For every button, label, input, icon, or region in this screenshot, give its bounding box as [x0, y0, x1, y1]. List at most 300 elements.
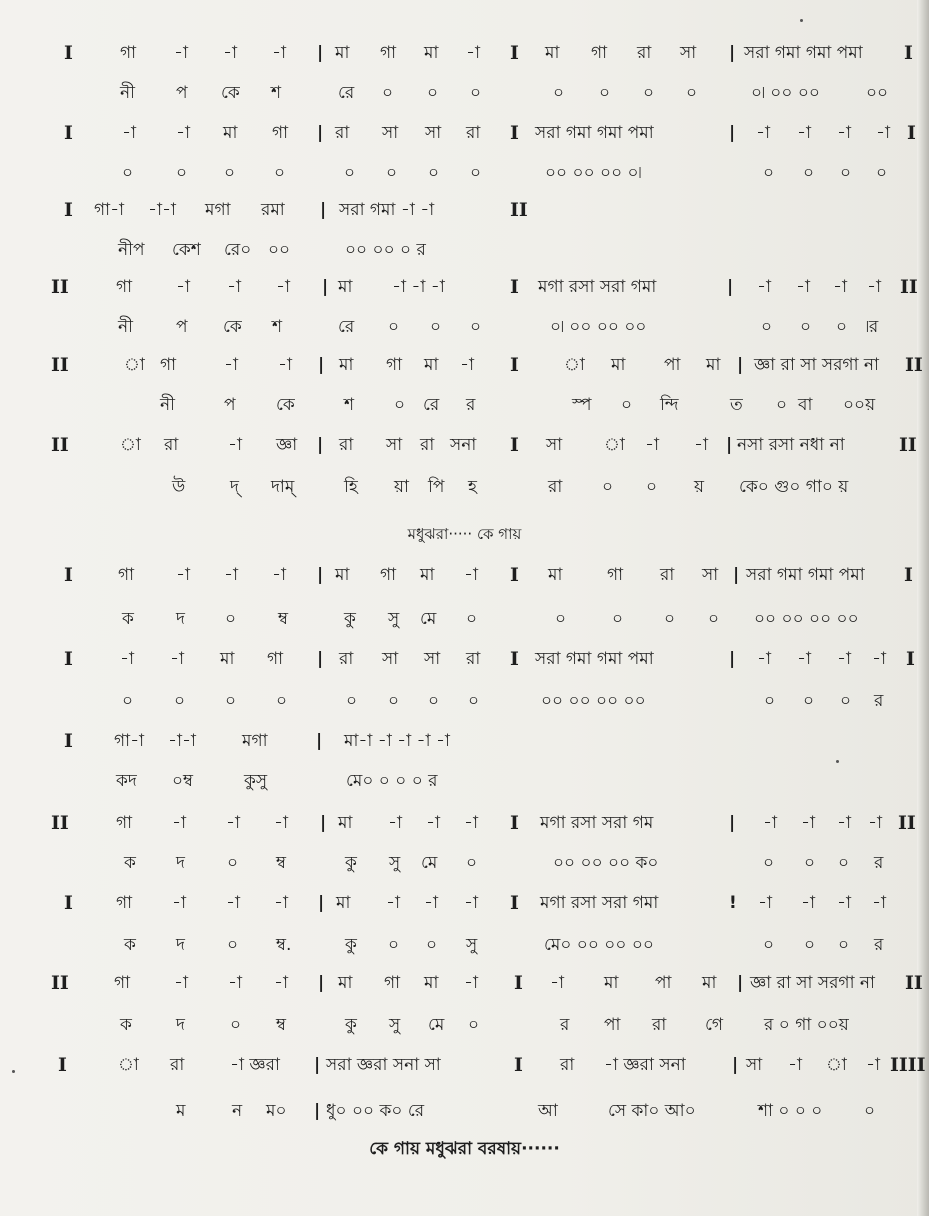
swara-note: জ্ঞা	[276, 435, 298, 455]
swara-row	[0, 886, 929, 920]
section-caption: মধুঝরা····· কে গায়	[407, 525, 522, 543]
swara-note: গা	[380, 565, 397, 585]
lyric-syllable: ০	[764, 691, 776, 711]
lyric-syllable: য়	[694, 477, 705, 497]
swara-note: গা	[386, 355, 403, 375]
swara-note: -া	[797, 649, 811, 669]
lyric-syllable: স্প	[572, 395, 592, 415]
lyric-syllable: ০	[804, 935, 816, 955]
lyric-syllable: ০	[394, 395, 406, 415]
lyric-syllable: র ০ গা ০০য়	[764, 1015, 849, 1035]
swara-note: -া	[797, 123, 811, 143]
swara-note: গা	[267, 649, 284, 669]
lyric-syllable: ০০য়	[843, 395, 876, 415]
lyric-syllable: ০	[346, 691, 358, 711]
lyric-syllable: ০	[122, 691, 134, 711]
swara-note: -া	[460, 355, 474, 375]
swara-note: -া	[466, 43, 480, 63]
lyric-syllable: হ	[468, 477, 477, 497]
lyric-syllable: ০	[553, 83, 565, 103]
swara-note: -া	[274, 893, 288, 913]
lyric-syllable: ম্ব	[278, 609, 289, 629]
swara-row	[0, 724, 929, 758]
lyric-syllable: রা	[548, 477, 563, 497]
swara-note: া	[120, 435, 141, 455]
swara-note: -া	[758, 893, 772, 913]
lyric-syllable: শ	[272, 317, 283, 337]
lyric-syllable: ০	[274, 163, 286, 183]
lyric-syllable: ০	[224, 163, 236, 183]
swara-note: -া	[837, 649, 851, 669]
lyric-syllable: ০	[840, 163, 852, 183]
swara-note: -া	[227, 277, 241, 297]
swara-note: মা	[339, 355, 354, 375]
bar-mark: I	[514, 972, 523, 994]
swara-row	[0, 348, 929, 382]
lyric-syllable: ০০	[866, 83, 889, 103]
lyric-syllable: ০	[840, 691, 852, 711]
lyric-syllable: ০	[388, 935, 400, 955]
bar-mark: I	[510, 892, 519, 914]
lyric-syllable: আ	[538, 1101, 558, 1121]
swara-note: মা	[604, 973, 619, 993]
lyric-syllable: ন্দি	[660, 395, 679, 415]
swara-note: মা	[335, 43, 350, 63]
swara-note: -া	[223, 43, 237, 63]
swara-note: -া	[274, 973, 288, 993]
lyric-row	[0, 310, 929, 344]
lyric-syllable: ধু০ ০০ ক০ রে	[326, 1101, 425, 1121]
swara-note: -া	[386, 893, 400, 913]
lyric-syllable: ০	[763, 163, 775, 183]
lyric-syllable: রে	[423, 395, 440, 415]
swara-row	[0, 428, 929, 462]
lyric-syllable: দ	[176, 853, 185, 873]
bar-line: |	[314, 1101, 321, 1121]
swara-note: -া	[866, 1055, 880, 1075]
lyric-syllable: ০৷ ০০ ০০ ০০	[550, 317, 647, 337]
lyric-syllable: সু	[389, 853, 401, 873]
swara-note: -া	[172, 893, 186, 913]
swara-note: -া-া	[148, 200, 176, 220]
swara-group: -া -া -া	[392, 277, 445, 297]
swara-group: সরা জ্ঞরা সনা সা	[326, 1055, 441, 1075]
lyric-syllable: পি	[428, 477, 445, 497]
lyric-syllable: দ	[176, 1015, 185, 1035]
lyric-syllable: কে	[276, 395, 295, 415]
lyric-row	[0, 764, 929, 798]
swara-note: -া	[224, 355, 238, 375]
lyric-syllable: নী	[160, 395, 176, 415]
lyric-syllable: ০	[122, 163, 134, 183]
lyric-syllable: ০	[470, 317, 482, 337]
bar-mark: I	[64, 730, 73, 752]
bar-mark: I	[64, 892, 73, 914]
lyric-syllable: ক	[124, 853, 136, 873]
lyric-row	[0, 602, 929, 636]
swara-row	[0, 1048, 929, 1082]
lyric-syllable: ০	[763, 853, 775, 873]
lyric-syllable: নী	[118, 317, 134, 337]
swara-note: মা	[338, 813, 353, 833]
bar-line: |	[727, 277, 734, 297]
lyric-syllable: কদ	[116, 771, 137, 791]
lyric-syllable: ০	[708, 609, 720, 629]
swara-note: -া	[170, 649, 184, 669]
swara-note: -া-া	[168, 731, 196, 751]
swara-note: মা	[338, 277, 353, 297]
bar-line: |	[316, 731, 323, 751]
swara-note: মা	[548, 565, 563, 585]
lyric-syllable: ০	[761, 317, 773, 337]
swara-note: রা	[164, 435, 179, 455]
swara-note: গা-া	[94, 200, 125, 220]
swara-group: জ্ঞা রা সা সরগা না	[754, 355, 879, 375]
lyric-syllable: ম্ব.	[276, 935, 292, 955]
lyric-syllable: ০	[876, 163, 888, 183]
lyric-row	[0, 470, 929, 504]
lyric-syllable: ০	[174, 691, 186, 711]
swara-note: মা	[545, 43, 560, 63]
bar-line: |	[318, 355, 325, 375]
swara-note: -া	[872, 893, 886, 913]
swara-note: -া	[788, 1055, 802, 1075]
lyric-syllable: ০	[470, 83, 482, 103]
lyric-syllable: ০	[427, 83, 439, 103]
swara-note: গা	[118, 565, 135, 585]
lyric-syllable: উ	[172, 477, 186, 497]
swara-note: মা	[424, 355, 439, 375]
lyric-syllable: ০	[466, 609, 478, 629]
swara-note: গা	[591, 43, 608, 63]
swara-note: া	[124, 355, 145, 375]
lyric-syllable: রে	[338, 317, 355, 337]
lyric-syllable: সে কা০ আ০	[608, 1101, 696, 1121]
lyric-syllable: শ	[271, 83, 282, 103]
swara-note: -া	[176, 123, 190, 143]
bar-mark: II	[51, 812, 69, 834]
lyric-syllable: কু	[344, 609, 356, 629]
lyric-syllable: রা	[652, 1015, 667, 1035]
lyric-syllable: ত	[730, 395, 743, 415]
lyric-syllable: কু	[345, 1015, 357, 1035]
swara-note: মগা	[205, 200, 231, 220]
lyric-syllable: ০	[386, 163, 398, 183]
lyric-syllable: ০	[227, 853, 239, 873]
swara-note: -া	[426, 813, 440, 833]
swara-row	[0, 806, 929, 840]
lyric-syllable: মে	[420, 609, 437, 629]
bar-mark: II	[898, 812, 916, 834]
swara-group: -া জ্ঞরা সনা	[604, 1055, 686, 1075]
bar-mark: II	[51, 276, 69, 298]
swara-note: -া	[122, 123, 136, 143]
swara-note: -া	[872, 649, 886, 669]
bar-mark: I	[510, 354, 519, 376]
lyric-syllable: ০৷ ০০ ০০	[751, 83, 820, 103]
swara-note: -া	[272, 43, 286, 63]
swara-note: গা	[116, 813, 133, 833]
swara-note: -া	[174, 973, 188, 993]
swara-note: সা	[680, 43, 697, 63]
swara-note: -া	[464, 565, 478, 585]
lyric-syllable: গে	[705, 1015, 724, 1035]
lyric-syllable: মে	[428, 1015, 445, 1035]
swara-note: -া	[176, 277, 190, 297]
swara-row	[0, 116, 929, 150]
lyric-syllable: কুসু	[244, 771, 268, 791]
swara-group: সরা গমা গমা পমা	[746, 565, 865, 585]
swara-note: মগা	[242, 731, 268, 751]
bar-mark: II	[51, 972, 69, 994]
lyric-syllable: বা	[798, 395, 813, 415]
lyric-row	[0, 1008, 929, 1042]
lyric-syllable: ০	[382, 83, 394, 103]
lyric-syllable: ম্ব	[276, 1015, 287, 1035]
lyric-syllable: ০	[426, 935, 438, 955]
bar-mark: I	[904, 564, 913, 586]
swara-note: া	[604, 435, 625, 455]
swara-note: -া	[876, 123, 890, 143]
swara-group: সরা গমা গমা পমা	[744, 43, 863, 63]
swara-note: সা	[382, 123, 399, 143]
bar-mark: I	[58, 1054, 67, 1076]
swara-note: -া	[801, 893, 815, 913]
bar-line: |	[314, 1055, 321, 1075]
lyric-syllable: ০	[468, 1015, 480, 1035]
swara-row	[0, 642, 929, 676]
lyric-syllable: ০	[276, 691, 288, 711]
lyric-syllable: ম০	[266, 1101, 287, 1121]
bar-line: |	[733, 565, 740, 585]
swara-note: সা	[382, 649, 399, 669]
swara-note: -া	[694, 435, 708, 455]
lyric-syllable: ০	[555, 609, 567, 629]
swara-note: -া	[278, 355, 292, 375]
swara-note: -া	[228, 435, 242, 455]
swara-note: সা	[546, 435, 563, 455]
swara-note: -া	[833, 277, 847, 297]
lyric-syllable: র	[466, 395, 476, 415]
bar-mark: I	[906, 648, 915, 670]
bar-line: |	[737, 973, 744, 993]
swara-note: া	[564, 355, 585, 375]
lyric-syllable: ০০ ০০ ০০ ০০	[754, 609, 859, 629]
bar-mark: II	[905, 354, 923, 376]
lyric-syllable: ০	[664, 609, 676, 629]
bar-line: |	[732, 1055, 739, 1075]
lyric-syllable: প	[224, 395, 236, 415]
swara-note: রা	[560, 1055, 575, 1075]
bar-mark: I	[64, 648, 73, 670]
lyric-syllable: মে০ ০ ০ ০ র	[346, 771, 438, 791]
bar-line: |	[317, 649, 324, 669]
song-footer: কে গায় মধুঝরা বরষায়······	[369, 1139, 560, 1159]
swara-note: মা	[702, 973, 717, 993]
lyric-row	[0, 928, 929, 962]
lyric-row	[0, 684, 929, 718]
lyric-syllable: ০	[388, 691, 400, 711]
lyric-row	[0, 388, 929, 422]
lyric-syllable: ন	[232, 1101, 243, 1121]
bar-line: |	[729, 123, 736, 143]
lyric-syllable: শ	[344, 395, 355, 415]
bar-mark: I	[64, 564, 73, 586]
lyric-syllable: শা ০ ০ ০	[758, 1101, 823, 1121]
bar-mark: II	[510, 199, 528, 221]
swara-note: -া	[757, 277, 771, 297]
swara-note: মা	[338, 973, 353, 993]
swara-row	[0, 966, 929, 1000]
swara-note: সা	[386, 435, 403, 455]
swara-note: গা	[120, 43, 137, 63]
swara-note: -া	[868, 813, 882, 833]
swara-note: -া	[224, 565, 238, 585]
bar-mark: I	[510, 42, 519, 64]
bar-line: |	[726, 435, 733, 455]
swara-note: রা	[420, 435, 435, 455]
lyric-syllable: ০	[836, 317, 848, 337]
lyric-syllable: র	[560, 1015, 570, 1035]
lyric-syllable: ০	[643, 83, 655, 103]
swara-note: -া	[276, 277, 290, 297]
lyric-syllable: ০	[468, 691, 480, 711]
swara-group: মগা রসা সরা গমা	[540, 893, 659, 913]
swara-note: গা	[384, 973, 401, 993]
lyric-syllable: ০	[227, 935, 239, 955]
swara-note: -া	[226, 893, 240, 913]
lyric-row	[0, 846, 929, 880]
lyric-syllable: ০০ ০০ ০০ ০৷	[545, 163, 642, 183]
swara-note: গা	[380, 43, 397, 63]
bar-line: |	[320, 200, 327, 220]
swara-note: -া	[837, 813, 851, 833]
lyric-row	[0, 76, 929, 110]
lyric-syllable: ০০ ০০ ০০ ক০	[553, 853, 659, 873]
swara-group: মগা রসা সরা গমা	[538, 277, 657, 297]
lyric-syllable: ০	[344, 163, 356, 183]
lyric-syllable: মে০ ০০ ০০ ০০	[544, 935, 654, 955]
bar-mark: I	[904, 42, 913, 64]
swara-note: া	[826, 1055, 847, 1075]
lyric-syllable: ০	[646, 477, 658, 497]
swara-note: রা	[660, 565, 675, 585]
lyric-syllable: নী	[120, 83, 136, 103]
swara-row	[0, 558, 929, 592]
swara-note: রা	[637, 43, 652, 63]
lyric-syllable: ০	[599, 83, 611, 103]
swara-note: -া	[757, 649, 771, 669]
lyric-syllable: ০	[686, 83, 698, 103]
swara-note: সা	[424, 649, 441, 669]
lyric-row	[0, 233, 929, 267]
swara-group: সরা গমা গমা পমা	[535, 649, 654, 669]
swara-group: সরা গমা -া -া	[339, 200, 435, 220]
bar-mark: I	[907, 122, 916, 144]
swara-note: মা	[335, 565, 350, 585]
lyric-syllable: কে	[221, 83, 240, 103]
lyric-syllable: রে০	[224, 240, 252, 260]
swara-note: পা	[655, 973, 672, 993]
lyric-syllable: কে	[223, 317, 242, 337]
lyric-syllable: দাম্‌	[271, 477, 295, 497]
swara-note: -া	[424, 893, 438, 913]
swara-note: গা	[160, 355, 177, 375]
swara-row	[0, 36, 929, 70]
lyric-syllable: র	[874, 935, 884, 955]
swara-note: -া	[796, 277, 810, 297]
bar-line: !	[729, 893, 737, 913]
swara-row	[0, 270, 929, 304]
swara-group: মা-া -া -া -া -া	[344, 731, 450, 751]
swara-note: -া	[274, 813, 288, 833]
lyric-syllable: ০	[776, 395, 788, 415]
swara-note: সনা	[450, 435, 477, 455]
lyric-syllable: ম	[176, 1101, 186, 1121]
lyric-syllable: ০	[428, 163, 440, 183]
bar-line: |	[737, 355, 744, 375]
lyric-syllable: সু	[389, 1015, 401, 1035]
bar-mark: I	[510, 812, 519, 834]
lyric-syllable: ০	[838, 853, 850, 873]
swara-note: মা	[611, 355, 626, 375]
swara-note: মা	[424, 973, 439, 993]
swara-note: গা-া	[114, 731, 145, 751]
lyric-syllable: প	[176, 83, 188, 103]
swara-note: -া	[756, 123, 770, 143]
bar-mark: I	[510, 564, 519, 586]
bar-line: |	[317, 565, 324, 585]
swara-note: পা	[664, 355, 681, 375]
swara-note: রা	[335, 123, 350, 143]
swara-note: মা	[223, 123, 238, 143]
swara-note: মা	[220, 649, 235, 669]
swara-group: মগা রসা সরা গম	[540, 813, 654, 833]
swara-note: -া	[464, 813, 478, 833]
lyric-syllable: সু	[388, 609, 400, 629]
swara-group: নসা রসা নধা না	[737, 435, 845, 455]
swara-note: গা	[272, 123, 289, 143]
lyric-syllable: ক	[122, 609, 134, 629]
swara-note: রা	[339, 649, 354, 669]
bar-mark: II	[900, 276, 918, 298]
lyric-syllable: ০	[864, 1101, 876, 1121]
lyric-syllable: ০ম্ব	[172, 771, 194, 791]
swara-note: রা	[339, 435, 354, 455]
bar-line: |	[729, 43, 736, 63]
lyric-syllable: সু	[466, 935, 478, 955]
lyric-syllable: ০০	[268, 240, 291, 260]
lyric-syllable: ০	[428, 691, 440, 711]
ink-speck	[800, 19, 803, 22]
lyric-syllable: ক	[124, 935, 136, 955]
lyric-syllable: ক	[120, 1015, 132, 1035]
lyric-syllable: কে০ গু০ গা০ য়	[739, 477, 849, 497]
swara-note: -া	[550, 973, 564, 993]
swara-note: -া জ্ঞরা	[230, 1055, 280, 1075]
swara-note: -া	[174, 43, 188, 63]
swara-note: গা	[607, 565, 624, 585]
lyric-syllable: দ	[176, 935, 185, 955]
bar-mark: I	[64, 122, 73, 144]
swara-note: -া	[176, 565, 190, 585]
lyric-syllable: মে	[421, 853, 438, 873]
lyric-syllable: ০০ ০০ ০০ ০০	[541, 691, 646, 711]
lyric-syllable: ০০ ০০ ০ র	[345, 240, 426, 260]
swara-note: রা	[466, 649, 481, 669]
lyric-syllable: প	[176, 317, 188, 337]
swara-note: রা	[466, 123, 481, 143]
